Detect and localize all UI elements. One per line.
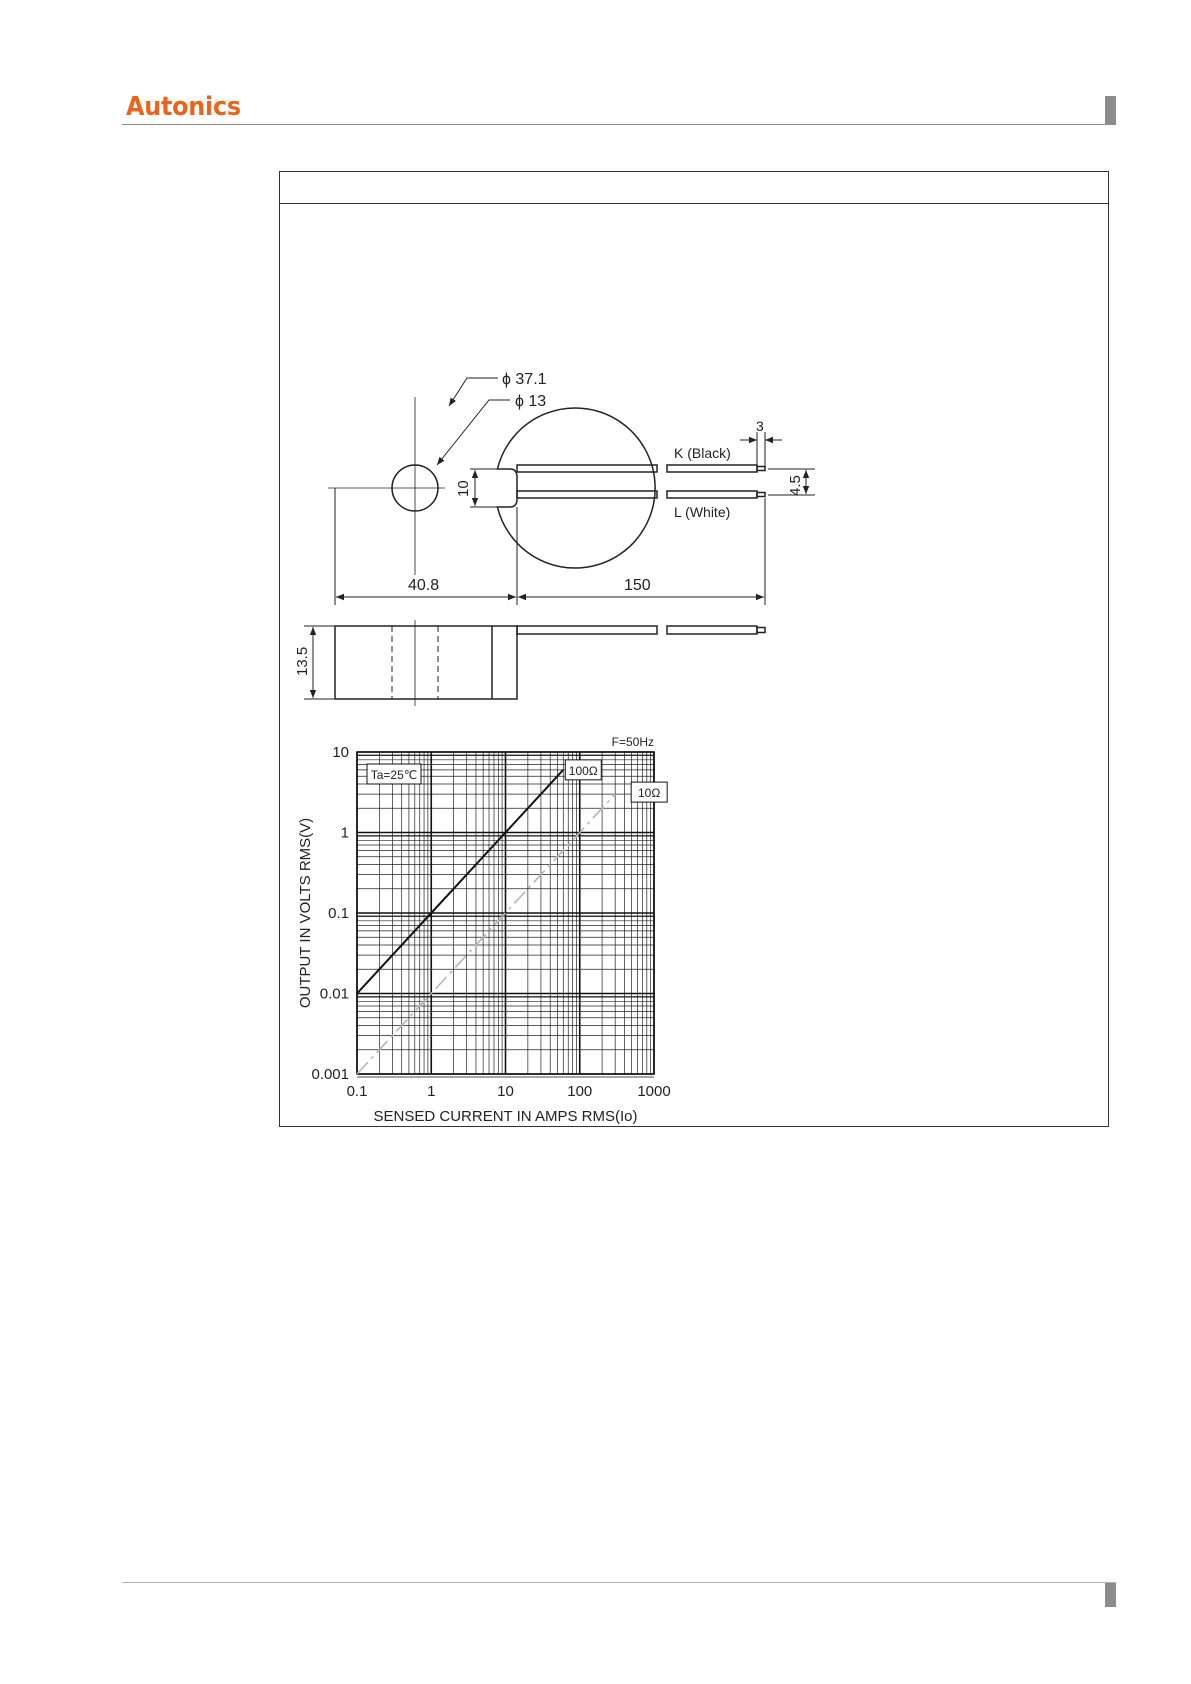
- outer-ring: [497, 408, 655, 568]
- lead-k-label: K (Black): [674, 445, 731, 461]
- dim-body-width: 40.8: [408, 577, 440, 594]
- diameter-leaders: [437, 378, 510, 465]
- x-tick-label: 100: [567, 1083, 593, 1100]
- y-tick-label: 0.001: [311, 1066, 349, 1083]
- y-tick-label: 0.01: [319, 985, 349, 1003]
- page-corner-bar-bottom: [1105, 1583, 1116, 1607]
- lead-l-wire-b: [667, 491, 757, 498]
- lead-k-tip: [757, 467, 765, 471]
- footer-rule: [122, 1582, 1116, 1583]
- top-view: [328, 397, 765, 575]
- lead-l-wire-a: [517, 491, 657, 498]
- dim-outer-diameter: ϕ 37.1: [502, 371, 547, 388]
- series-label: 10Ω: [638, 786, 661, 801]
- temperature-annotation: Ta=25℃: [370, 768, 418, 782]
- series-line-100-ohm: [357, 770, 563, 994]
- dim-height-lines: [470, 469, 500, 507]
- brand-logo: Autonics: [126, 92, 241, 122]
- dim-thickness-13-5: 13.5: [294, 646, 311, 676]
- x-tick-label: 0.1: [346, 1083, 368, 1100]
- y-tick-label: 10: [332, 744, 349, 761]
- lead-k-wire-b: [667, 465, 757, 472]
- x-axis-label: SENSED CURRENT IN AMPS RMS(Io): [373, 1108, 638, 1125]
- x-tick-label: 1: [427, 1083, 436, 1100]
- y-tick-label: 0.1: [328, 905, 349, 922]
- dim-height-10: 10: [455, 480, 472, 497]
- x-tick-label: 1000: [637, 1083, 671, 1100]
- output-chart: [297, 735, 671, 1125]
- lead-l-tip: [757, 493, 765, 497]
- frequency-annotation: F=50Hz: [611, 735, 654, 749]
- dim-lead-spacing-4-5: 4.5: [787, 475, 804, 496]
- y-axis-label: OUTPUT IN VOLTS RMS(V): [297, 817, 314, 1009]
- series-label: 100Ω: [568, 763, 598, 778]
- dim-lead-length: 150: [624, 577, 651, 594]
- side-view: [335, 620, 765, 706]
- dim-inner-diameter: ϕ 13: [515, 393, 547, 410]
- dim-pin-gap-3: 3: [756, 418, 764, 434]
- y-tick-label: 1: [340, 824, 349, 842]
- x-tick-label: 10: [497, 1083, 514, 1100]
- lead-k-wire-a: [517, 465, 657, 472]
- lead-l-label: L (White): [674, 504, 731, 520]
